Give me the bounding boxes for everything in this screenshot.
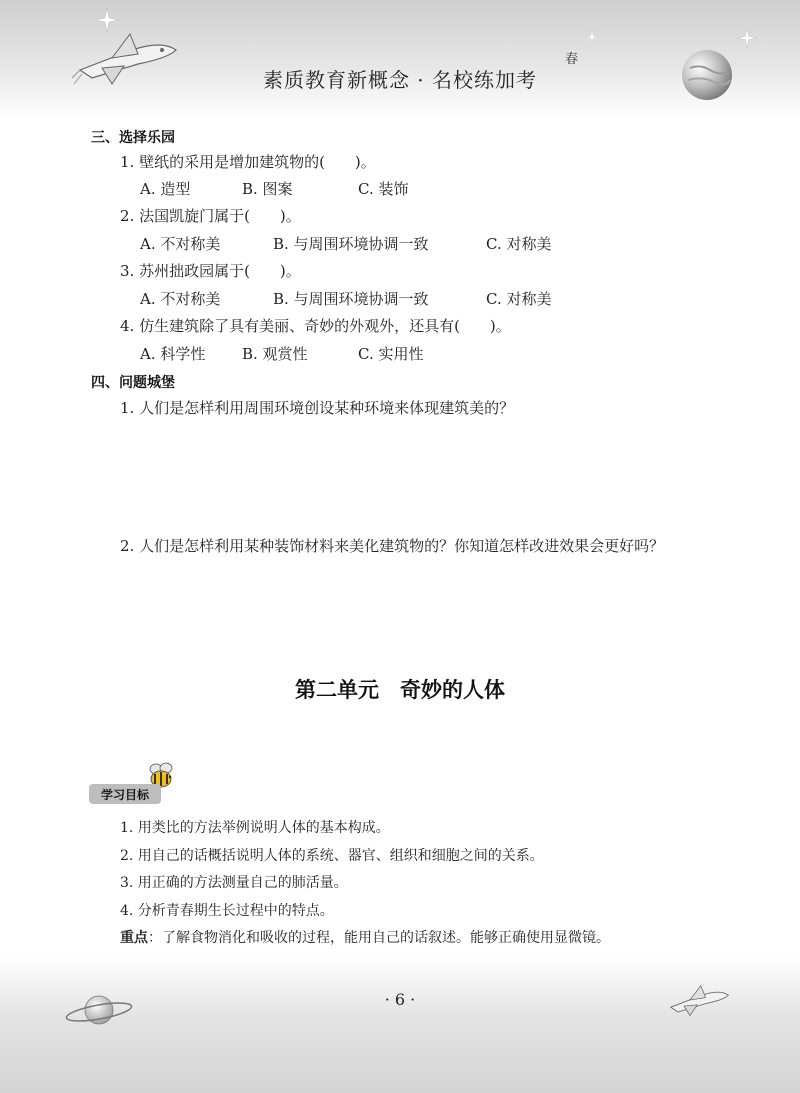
page-number: · 6 · — [384, 990, 416, 1009]
question-1: 1. 壁纸的采用是增加建筑物的( )。 — [120, 153, 376, 171]
option-b: B. 观赏性 — [242, 345, 308, 363]
option-b: B. 与周围环境协调一致 — [273, 290, 429, 308]
option-a: A. 不对称美 — [140, 290, 221, 308]
option-c: C. 实用性 — [358, 345, 424, 363]
question-2: 2. 法国凯旋门属于( )。 — [120, 207, 301, 225]
learning-objectives-badge: 学习目标 — [89, 784, 161, 804]
open-question-2: 2. 人们是怎样利用某种装饰材料来美化建筑物的？你知道怎样改进效果会更好吗？ — [120, 537, 665, 555]
option-c: C. 对称美 — [486, 290, 552, 308]
key-point-label: 重点 — [120, 930, 148, 946]
objective-item: 2. 用自己的话概括说明人体的系统、器官、组织和细胞之间的关系。 — [120, 848, 544, 864]
objective-item: 3. 用正确的方法测量自己的肺活量。 — [120, 875, 348, 891]
question-4: 4. 仿生建筑除了具有美丽、奇妙的外观外，还具有( )。 — [120, 317, 511, 335]
option-a: A. 科学性 — [140, 345, 206, 363]
key-point-text: ：了解食物消化和吸收的过程，能用自己的话叙述。能够正确使用显微镜。 — [148, 930, 610, 946]
section-heading-choice: 三、选择乐园 — [91, 130, 175, 146]
option-b: B. 与周围环境协调一致 — [273, 235, 429, 253]
star-icon — [585, 30, 599, 44]
section-heading-questions: 四、问题城堡 — [91, 375, 175, 391]
star-icon — [737, 28, 757, 48]
option-c: C. 装饰 — [358, 180, 409, 198]
objective-item: 1. 用类比的方法举例说明人体的基本构成。 — [120, 820, 390, 836]
option-b: B. 图案 — [242, 180, 293, 198]
objective-item: 4. 分析青春期生长过程中的特点。 — [120, 903, 334, 919]
key-point — [120, 927, 610, 947]
option-a: A. 不对称美 — [140, 235, 221, 253]
option-a: A. 造型 — [140, 180, 191, 198]
open-question-1: 1. 人们是怎样利用周围环境创设某种环境来体现建筑美的？ — [120, 399, 515, 417]
option-c: C. 对称美 — [486, 235, 552, 253]
question-3: 3. 苏州拙政园属于( )。 — [120, 262, 301, 280]
season-label: 春 — [565, 52, 579, 67]
unit-title: 第二单元 奇妙的人体 — [295, 677, 505, 702]
header-title: 素质教育新概念 · 名校练加考 — [262, 68, 538, 92]
